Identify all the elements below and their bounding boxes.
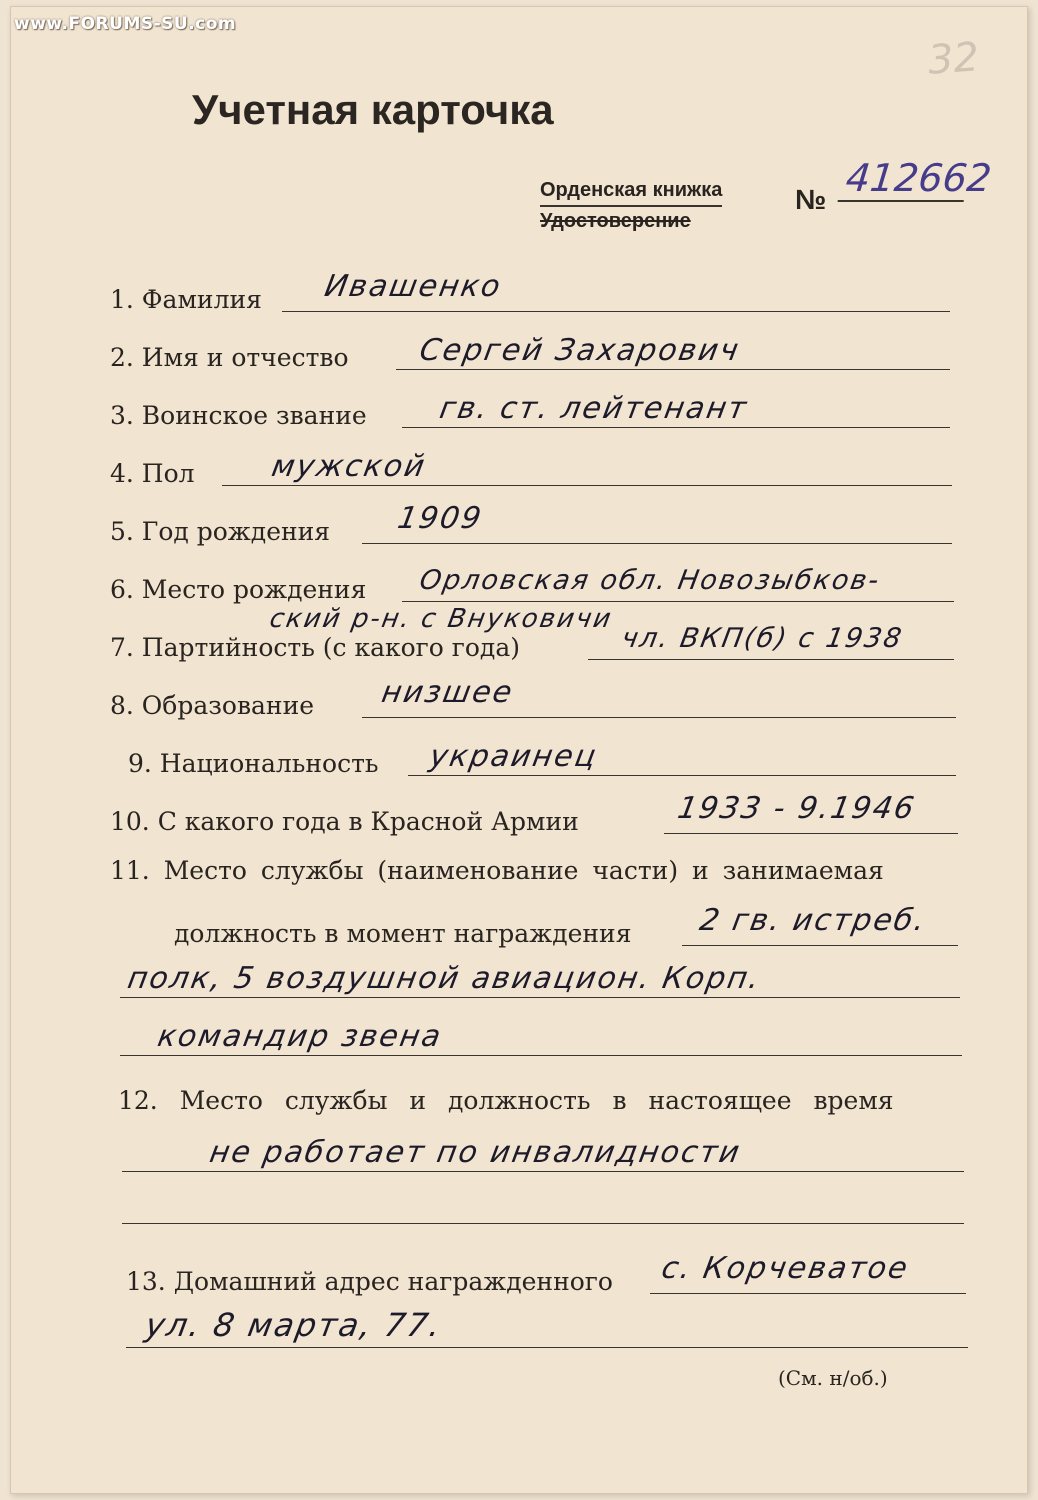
number-sign: №: [795, 184, 827, 215]
field-surname: [10, 266, 1028, 314]
see-reverse-note: (См. н/об.): [778, 1366, 888, 1390]
order-book-number: 412662: [838, 156, 969, 202]
field-label: 4. Пол: [110, 459, 195, 488]
field-birth-year: [10, 498, 1028, 546]
field-line: [408, 775, 956, 776]
field-line: [682, 945, 958, 946]
field-sex: [10, 440, 1028, 488]
field-11-label-1: 11. Место службы (наименование части) и занимаемая: [110, 856, 884, 885]
field-line: [120, 1055, 962, 1056]
field-value: мужской: [268, 449, 429, 484]
field-education: [10, 672, 1028, 720]
field-line: [126, 1347, 968, 1348]
field-11-line-3: [10, 1010, 1028, 1058]
field-value: 1933 - 9.1946: [674, 791, 919, 826]
field-line: [120, 997, 960, 998]
field-line: [222, 485, 952, 486]
field-line: [362, 717, 956, 718]
field-label: 5. Год рождения: [110, 517, 331, 546]
field-value: командир звена: [154, 1019, 446, 1054]
field-line: [282, 311, 950, 312]
field-line: [402, 427, 950, 428]
book-labels: [540, 176, 722, 235]
field-label: 13. Домашний адрес награжденного: [126, 1267, 613, 1296]
field-value: Ивашенко: [321, 269, 505, 304]
field-label: 1. Фамилия: [110, 285, 262, 314]
field-12-blank-line: [10, 1178, 1028, 1226]
field-label: 3. Воинское звание: [110, 401, 367, 430]
archive-number: 32: [926, 34, 981, 84]
field-label: 7. Партийность (с какого года): [110, 633, 520, 662]
field-value: 1909: [394, 501, 486, 536]
field-value: с. Корчеватое: [658, 1251, 912, 1286]
field-label: 9. Национальность: [128, 749, 379, 778]
field-current-position: [10, 1126, 1028, 1174]
field-rank: [10, 382, 1028, 430]
order-book-label: Орденская книжка: [540, 176, 722, 207]
field-party: [10, 604, 1028, 662]
field-line: [362, 543, 952, 544]
field-label: должность в момент награждения: [174, 919, 632, 948]
field-line: [402, 601, 954, 602]
field-11-line-2: [10, 952, 1028, 1000]
field-value: Сергей Захарович: [416, 333, 743, 368]
field-value: украинец: [426, 739, 601, 774]
record-card: [10, 6, 1028, 1494]
field-line: [664, 833, 958, 834]
field-value: полк, 5 воздушной авиацион. Корп.: [124, 961, 764, 996]
field-13-line-2: [10, 1302, 1028, 1350]
field-name: [10, 324, 1028, 372]
watermark: www.FORUMS-SU.com: [14, 14, 237, 34]
certificate-label: Удостоверение: [540, 210, 691, 232]
card-title: Учетная карточка: [192, 86, 554, 133]
field-nationality: [10, 730, 1028, 778]
field-line: [122, 1223, 964, 1224]
field-line: [396, 369, 950, 370]
field-value: 2 гв. истреб.: [696, 903, 930, 938]
field-line: [650, 1293, 966, 1294]
field-value: гв. ст. лейтенант: [436, 391, 751, 426]
field-value: ул. 8 марта, 77.: [142, 1306, 446, 1344]
field-label: 6. Место рождения: [110, 575, 367, 604]
field-value: низшее: [378, 675, 517, 710]
field-line: [122, 1171, 964, 1172]
field-army-since: [10, 788, 1028, 836]
field-value: не работает по инвалидности: [206, 1135, 744, 1170]
field-label: 10. С какого года в Красной Армии: [110, 807, 579, 836]
field-12-label: 12. Место службы и должность в настоящее время: [118, 1086, 894, 1115]
field-birth-place: [10, 556, 1028, 604]
field-home-address: [10, 1248, 1028, 1296]
field-value-cont: ский р-н. с Внуковичи: [267, 604, 616, 634]
field-value: Орловская обл. Новозыбков-: [417, 565, 883, 596]
field-label: 2. Имя и отчество: [110, 343, 349, 372]
field-position-at-award: [10, 900, 1028, 948]
field-label: 8. Образование: [110, 691, 315, 720]
field-line: [588, 659, 954, 660]
field-value: чл. ВКП(б) с 1938: [619, 623, 906, 654]
